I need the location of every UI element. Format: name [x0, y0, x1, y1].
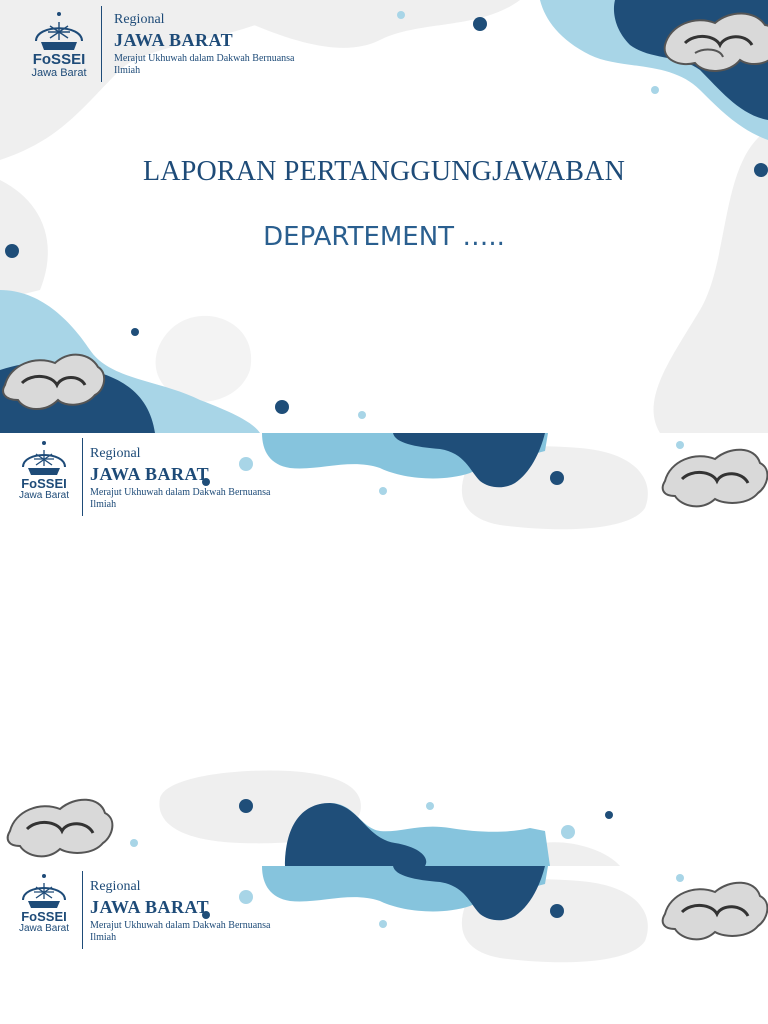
logo-sub: Jawa Barat: [31, 67, 87, 79]
logo-sub: Jawa Barat: [18, 490, 70, 501]
brand-block: [114, 12, 314, 77]
logo-name: FoSSEI: [21, 476, 67, 491]
brand-divider: [82, 871, 83, 949]
brand-region: JAWA BARAT: [114, 30, 234, 50]
brand-tagline: Merajut Ukhuwah dalam Dakwah Bernuansa Ilmiah: [114, 53, 295, 76]
page-title: LAPORAN PERTANGGUNGJAWABAN: [142, 156, 626, 187]
brand-divider: [82, 438, 83, 516]
mega-mendung-cloud-icon: [8, 800, 113, 857]
brand-divider: [101, 6, 102, 82]
logo-name: FoSSEI: [32, 51, 86, 68]
fossei-logo-text: [24, 52, 94, 79]
logo-name: FoSSEI: [21, 909, 67, 924]
fossei-logo-text: [13, 477, 75, 501]
brand-regional: Regional: [90, 446, 141, 461]
slide-3: [0, 866, 768, 1024]
brand-region: JAWA BARAT: [90, 897, 210, 917]
brand-tagline: Merajut Ukhuwah dalam Dakwah Bernuansa Ilmiah: [90, 487, 271, 510]
brand-regional: Regional: [90, 879, 141, 894]
brand-region: JAWA BARAT: [90, 464, 210, 484]
page-subtitle: DEPARTEMENT …..: [263, 222, 505, 252]
brand-block: [90, 879, 290, 944]
brand-tagline: Merajut Ukhuwah dalam Dakwah Bernuansa Ilmiah: [90, 920, 271, 943]
mega-mendung-cloud-icon: [663, 450, 768, 507]
mega-mendung-cloud-icon: [663, 883, 768, 940]
brand-regional: Regional: [114, 12, 165, 27]
fossei-logo-text: [13, 910, 75, 934]
slide-1: [0, 0, 768, 433]
logo-sub: Jawa Barat: [18, 923, 70, 934]
slide-2: [0, 433, 768, 866]
brand-block: [90, 446, 290, 511]
